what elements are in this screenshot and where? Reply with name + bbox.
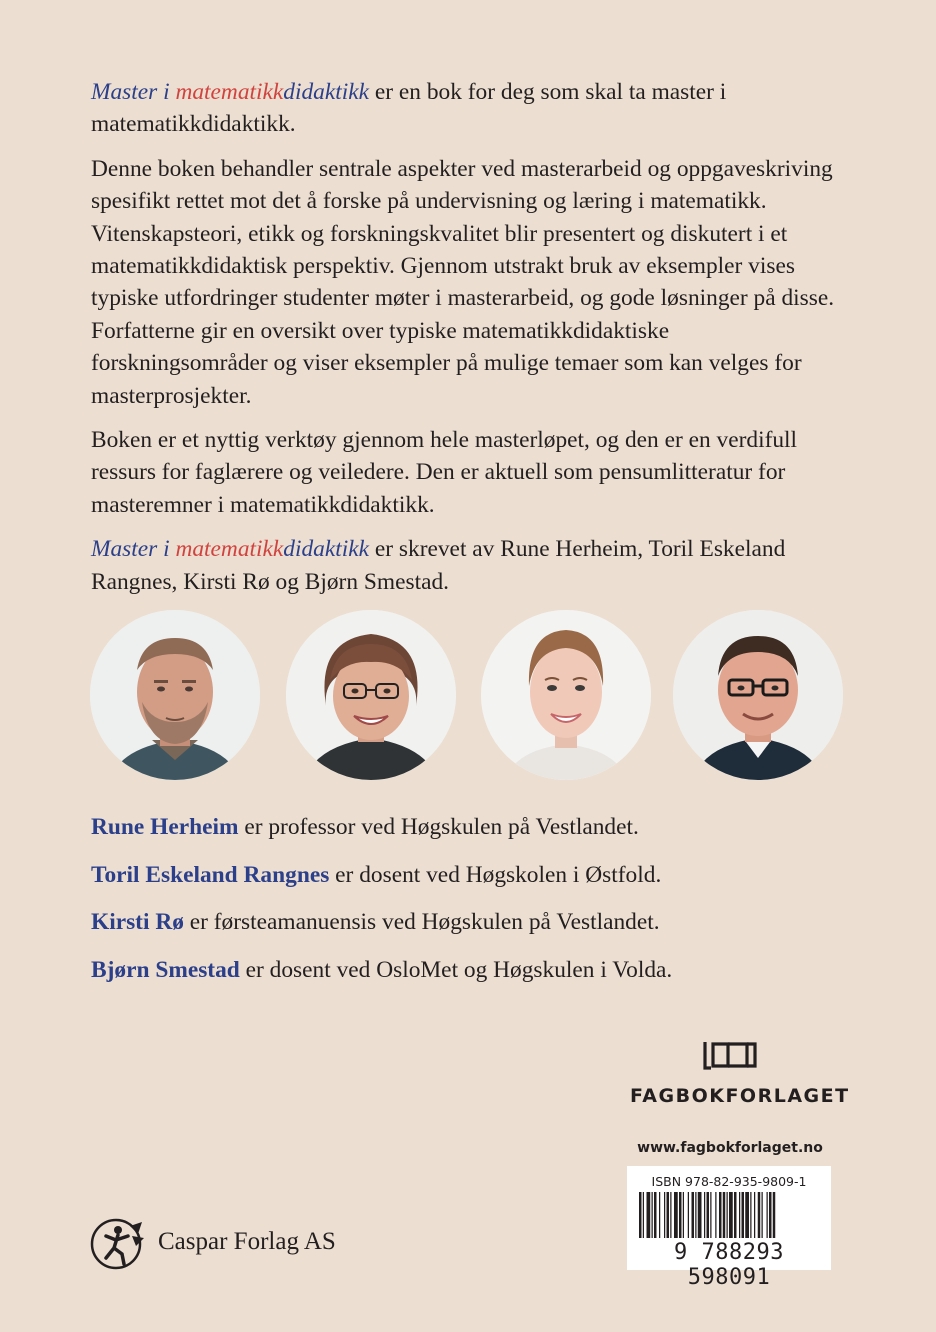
blurb-authors xyxy=(91,533,851,598)
blurb-usage: Boken er et nyttig verktøy gjennom hele masterløpet, og den er en verdifull ressurs for faglærere og veiledere. Den er aktuell som pensumlitteratur for masteremner i matematikkdidaktikk. xyxy=(91,427,798,518)
author-portrait-1 xyxy=(90,610,260,780)
publisher-url: www.fagbokforlaget.no xyxy=(637,1140,823,1156)
book-title-part1: Master i xyxy=(91,79,176,105)
blurb-authors-text: er skrevet av Rune Herheim, Toril Eskeland Rangnes, Kirsti Rø og Bjørn Smestad. xyxy=(91,536,786,595)
author-role: er professor ved Høgskulen på Vestlandet. xyxy=(238,814,639,840)
author-bios xyxy=(91,812,851,1002)
running-figure-icon xyxy=(88,1214,148,1274)
book-title-part3: didaktikk xyxy=(283,536,370,563)
author-portrait-4 xyxy=(673,610,843,780)
copublisher-logo xyxy=(88,1214,388,1274)
blurb-description: Denne boken behandler sentrale aspekter ved masterarbeid og oppgaveskriving spesifikt rettet mot det å forske på undervisning og læring i matematikk. Vitenskapsteori, etikk og forskningskvalitet blir presentert og diskutert i et matematikkdidaktisk perspektiv. Gjennom utstrakt bruk av eksempler vises typiske utfordringer studenter møter i masterarbeid, og gode løsninger på disse. Forfatterne gir en oversikt over typiske matematikkdidaktiske forskningsområder og viser eksempler på mulige temaer som kan velges for masterprosjekter. xyxy=(91,155,835,409)
author-bio xyxy=(91,812,851,842)
author-role: er dosent ved OsloMet og Høgskulen i Volda. xyxy=(239,956,673,983)
author-name: Toril Eskeland Rangnes xyxy=(91,861,330,888)
author-bio xyxy=(91,955,851,985)
publisher-logo xyxy=(630,1040,850,1107)
author-portrait-3 xyxy=(481,610,651,780)
blurb xyxy=(91,76,851,610)
blurb-intro xyxy=(91,76,851,141)
book-title-part2: matematikk xyxy=(175,79,284,105)
barcode-bars xyxy=(635,1192,823,1240)
book-title-part3: didaktikk xyxy=(283,79,370,105)
author-role: er dosent ved Høgskolen i Østfold. xyxy=(329,861,662,888)
book-title-part2: matematikk xyxy=(175,536,284,563)
blurb-intro-text: er en bok for deg som skal ta master i matematikkdidaktikk. xyxy=(91,79,727,138)
book-title-part1: Master i xyxy=(91,536,176,563)
isbn-label: ISBN 978-82-935-9809-1 xyxy=(651,1174,807,1189)
barcode-digits: 9 788293 598091 xyxy=(674,1240,784,1290)
author-role: er førsteamanuensis ved Høgskulen på Vestlandet. xyxy=(183,909,660,935)
author-bio xyxy=(91,907,851,937)
isbn-barcode xyxy=(627,1166,831,1290)
publisher-name: FAGBOKFORLAGET xyxy=(630,1085,850,1107)
author-portraits xyxy=(90,610,850,780)
author-bio xyxy=(91,860,851,890)
author-name: Rune Herheim xyxy=(91,814,239,840)
author-name: Bjørn Smestad xyxy=(91,956,240,983)
author-portrait-2 xyxy=(286,610,456,780)
copublisher-name: Caspar Forlag AS xyxy=(158,1228,336,1255)
book-bracket-icon xyxy=(703,1040,757,1070)
author-name: Kirsti Rø xyxy=(91,909,184,935)
